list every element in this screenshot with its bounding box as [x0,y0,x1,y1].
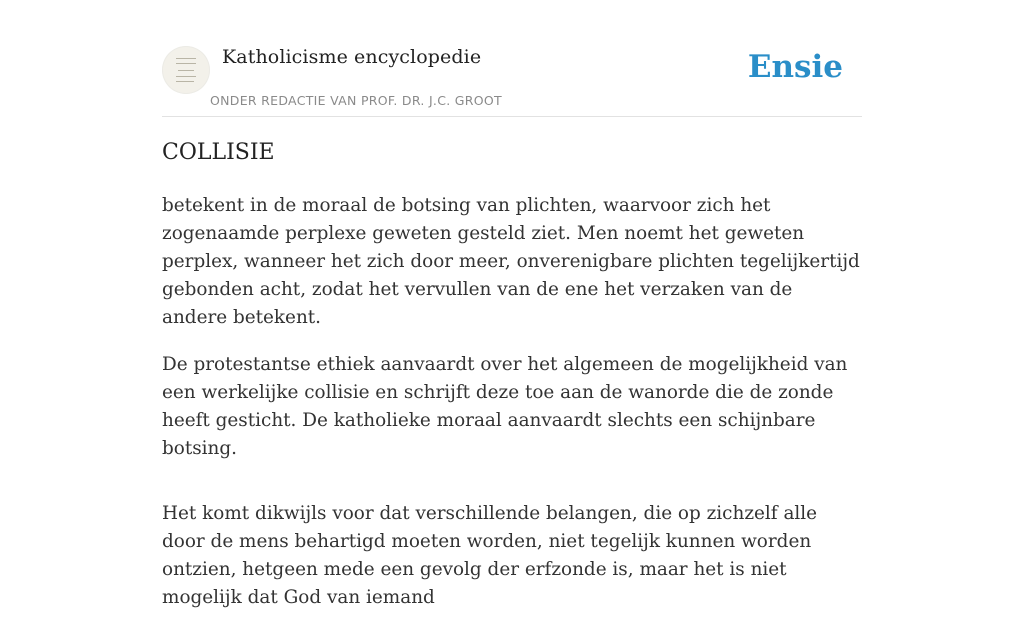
entry-paragraph: Het komt dikwijls voor dat verschillende belangen, die op zichzelf alle door de mens behartigd moeten worden, niet tegelijk kunnen worden ontzien, hetgeen mede een gevolg der erfzonde is, maar het is niet mogelijk dat God van iemand [162,503,818,608]
book-cover-thumbnail[interactable] [162,46,210,94]
book-editor-subtitle: ONDER REDACTIE VAN PROF. DR. J.C. GROOT [210,93,502,108]
ensie-logo-link[interactable]: Ensie [747,49,843,85]
book-header [162,0,862,117]
entry-body [162,192,862,631]
book-title[interactable]: Katholicisme encyclopedie [222,46,482,68]
entry-paragraph: betekent in de moraal de botsing van plichten, waarvoor zich het zogenaamde perplexe geweten gesteld ziet. Men noemt het geweten perplex, wanneer het zich door meer, onverenigbare plichten tegelijkertijd gebonden acht, zodat het vervullen van de ene het verzaken van de andere betekent. [162,195,860,328]
entry-title: COLLISIE [162,140,275,165]
article-container [162,0,862,608]
entry-paragraph: De protestantse ethiek aanvaardt over het algemeen de mogelijkheid van een werkelijke collisie en schrijft deze toe aan de wanorde die de zonde heeft gesticht. De katholieke moraal aanvaardt slechts een schijnbare botsing. [162,354,848,459]
